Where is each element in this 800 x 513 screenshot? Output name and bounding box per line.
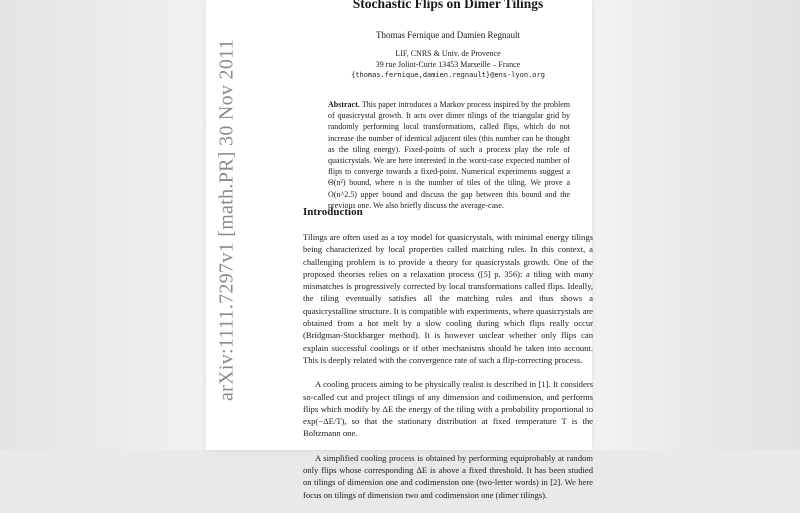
section-heading: Introduction bbox=[303, 206, 363, 218]
arxiv-identifier-stamp bbox=[214, 38, 240, 402]
arxiv-identifier: arXiv:1111.7297v1 [math.PR] 30 Nov 2011 bbox=[215, 38, 238, 402]
text-column bbox=[303, 0, 593, 500]
author-email: {thomas.fernique,damien.regnault}@ens-lyon.org bbox=[351, 71, 545, 79]
abstract-label: Abstract. bbox=[328, 100, 360, 109]
affiliation bbox=[303, 48, 593, 81]
paragraph-2: A cooling process aiming to be physically realist is described in [1]. It considers so-called cut and project tilings of any dimension and codimension, and performs flips which modify by ΔE the energy of the tiling with a probability proportional to exp(−ΔE/T), so that the stationary distribution at fixed temperature T is the Boltzmann one. bbox=[303, 379, 593, 439]
affiliation-line-1: LIF, CNRS & Univ. de Provence bbox=[395, 49, 501, 58]
paragraph-3: A simplified cooling process is obtained by performing equiprobably at random only flips whose corresponding ΔE is above a fixed threshold. It has been studied on tilings of dimension one and codimension one (two-letter words) in [2]. We here focus on tilings of dimension two and codimension one (dimer tilings). bbox=[303, 452, 593, 500]
paragraph-1: Tilings are often used as a toy model for quasicrystals, with minimal energy tilings being characterized by local properties called matching rules. In this context, a challenging problem is to provide a theory for quasicrystals growth. One of the proposed theories relies on a relaxation process ([5] p. 356): a tiling with many mismatches is progressively corrected by local transformations called flips. Ideally, the tiling eventually satisfies all the matching rules and thus shows a quasicrystalline structure. It is compatible with experiments, where quasicrystals are obtained from a hot melt by a slow cooling during which flips really occur (Bridgman-Stockbarger method). It is however unclear whether only flips can explain successful coolings or if other mechanisms should be taken into account. This is deeply related with the convergence rate of such a flip-correcting process. bbox=[303, 232, 593, 365]
affiliation-line-2: 39 rue Joliot-Curie 13453 Marseille – France bbox=[375, 60, 521, 69]
abstract-text: This paper introduces a Markov process inspired by the problem of quasicrystal growth. It acts over dimer tilings of the triangular grid by randomly performing local transformations, called flips, which do not increase the number of identical adjacent tiles (this number can be thought as the tiling energy). Fixed-points of such a process play the role of quasicrystals. We are here interested in the worst-case expected number of flips to converge towards a fixed-point. Numerical experiments suggest a Θ(n²) bound, where n is the number of tiles of the tiling. We prove a O(n^2.5) upper bound and discuss the gap between this bound and the previous one. We also briefly discuss the average-case. bbox=[328, 100, 571, 210]
abstract bbox=[328, 99, 570, 211]
paper-page bbox=[206, 0, 593, 500]
author-list: Thomas Fernique and Damien Regnault bbox=[376, 30, 520, 40]
viewer-background-right bbox=[592, 0, 800, 450]
viewer-background-left bbox=[0, 0, 206, 450]
body-text bbox=[303, 231, 593, 513]
paper-title: Stochastic Flips on Dimer Tilings bbox=[352, 0, 544, 11]
